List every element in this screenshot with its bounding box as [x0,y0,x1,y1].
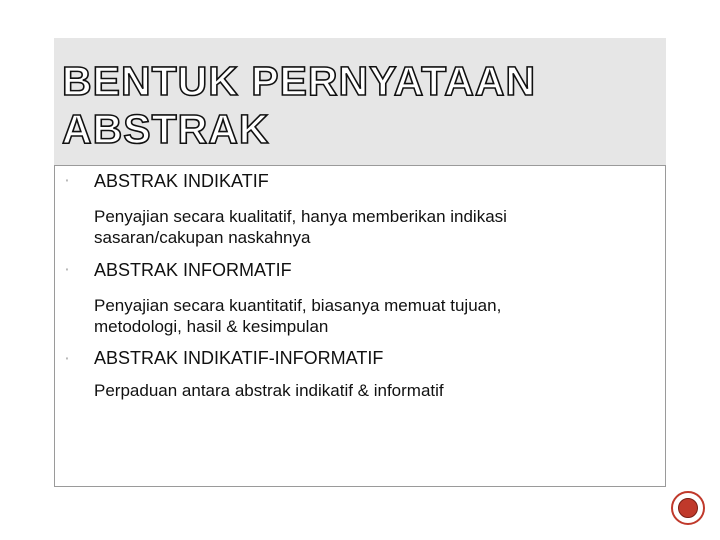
item-desc-indikatif-informatif-line-1: Perpaduan antara abstrak indikatif & informatif [94,381,444,400]
bullet-marker: ' [66,267,68,277]
item-heading-informatif: ABSTRAK INFORMATIF [94,260,292,280]
item-heading-indikatif: ABSTRAK INDIKATIF [94,171,269,191]
item-desc-informatif-line-2: metodologi, hasil & kesimpulan [94,317,329,336]
circle-button-inner [678,498,698,518]
item-desc-indikatif-line-1: Penyajian secara kualitatif, hanya memberikan indikasi [94,207,507,226]
circle-button-icon[interactable] [671,491,705,525]
slide-title [62,57,536,153]
bullet-marker: ' [66,356,68,366]
title-line-1: BENTUK PERNYATAAN [62,58,537,104]
item-desc-informatif-line-1: Penyajian secara kuantitatif, biasanya memuat tujuan, [94,296,502,315]
item-heading-indikatif-informatif: ABSTRAK INDIKATIF-INFORMATIF [94,348,384,368]
title-line-2: ABSTRAK [62,106,270,152]
bullet-marker: ' [66,178,68,188]
item-desc-indikatif-line-2: sasaran/cakupan naskahnya [94,228,311,247]
